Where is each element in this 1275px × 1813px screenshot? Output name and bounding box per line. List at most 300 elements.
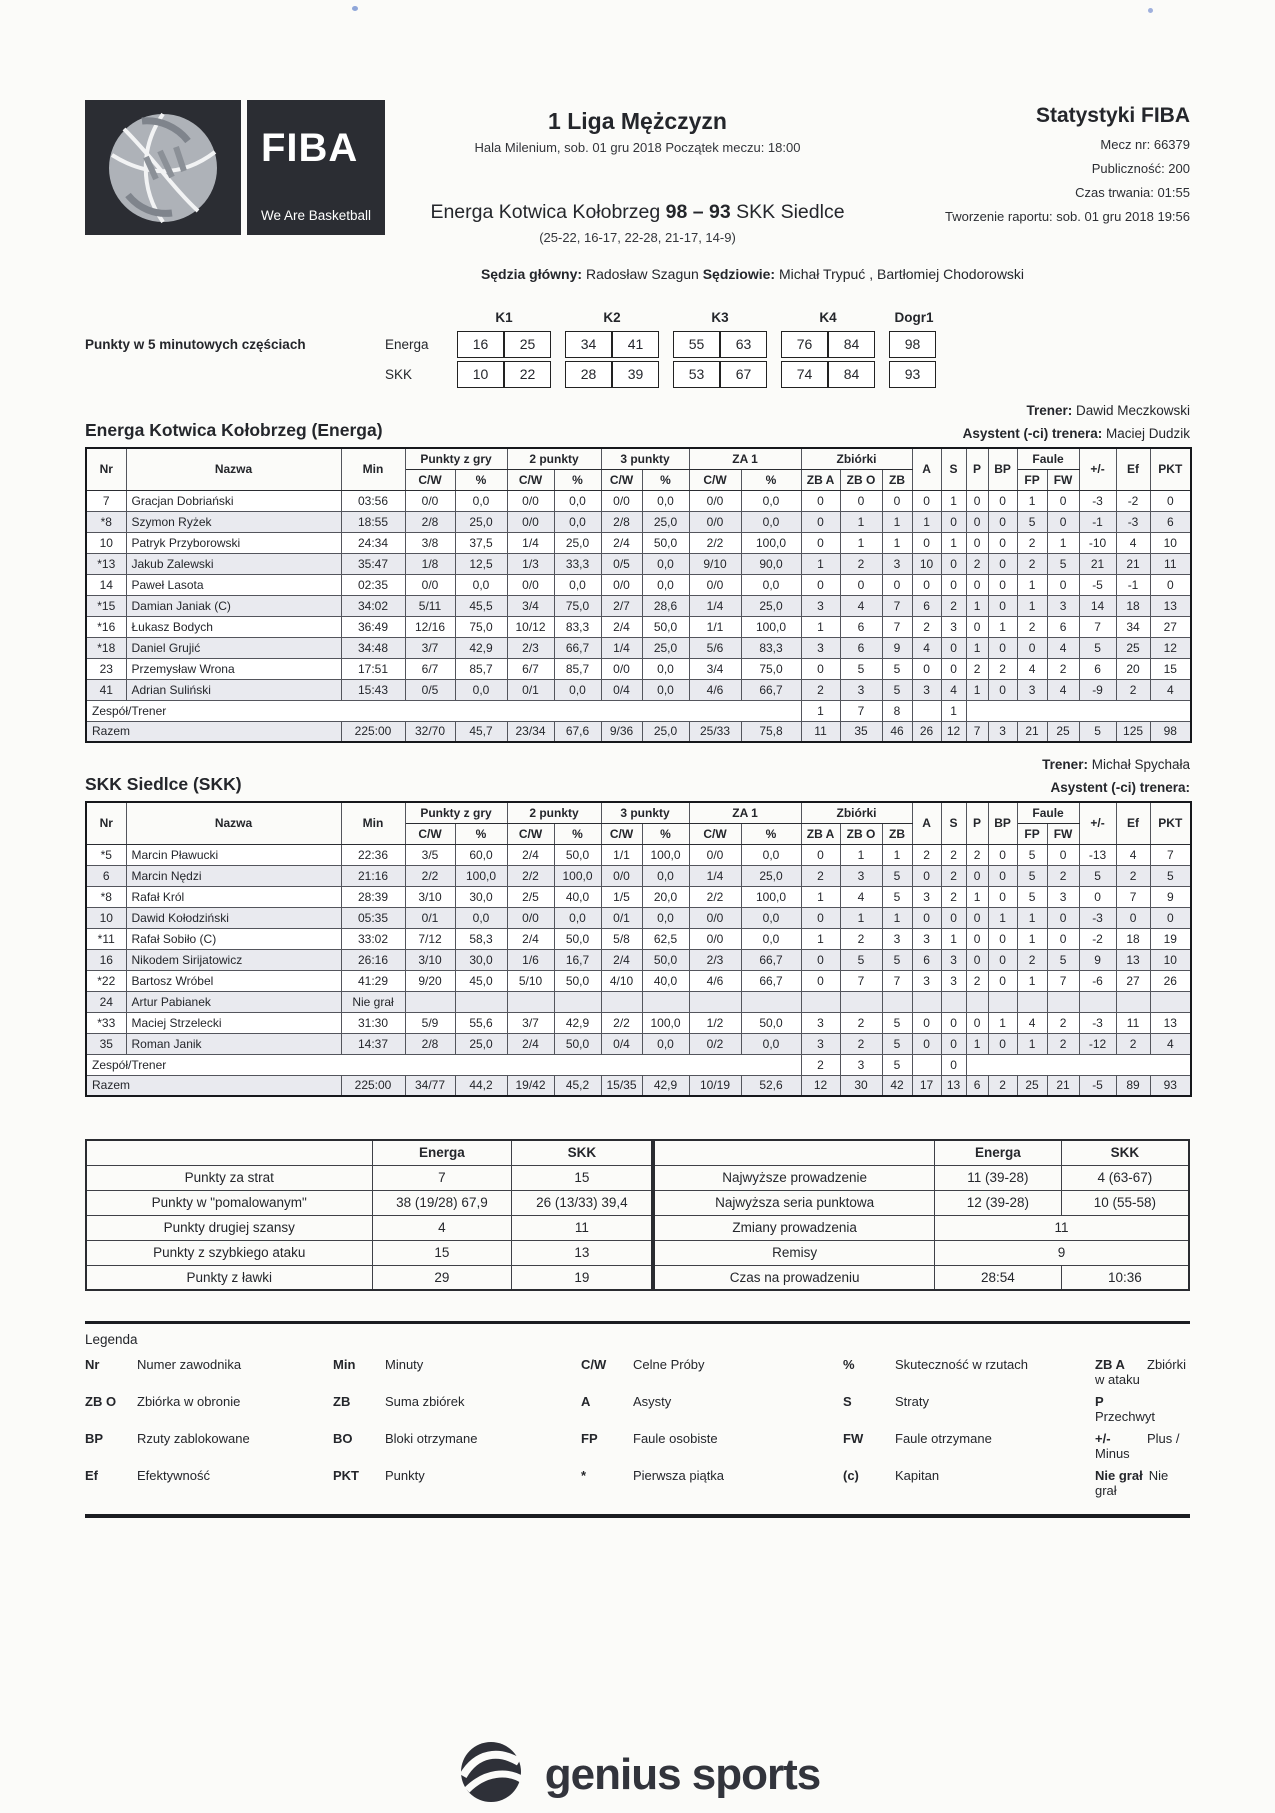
stat-cell: 0	[1047, 574, 1079, 595]
legend-definition: Kapitan	[895, 1468, 940, 1483]
stat-cell: 2	[912, 616, 941, 637]
stat-cell	[1079, 991, 1116, 1012]
stat-cell: 0/0	[405, 574, 455, 595]
stat-cell: 30	[840, 1075, 882, 1096]
summary-col-header: Energa	[934, 1140, 1061, 1165]
stat-cell: 34/77	[405, 1075, 455, 1096]
stat-cell: 4	[840, 595, 882, 616]
quarter-score-value: 53	[673, 361, 720, 388]
stat-cell: 2	[1116, 679, 1150, 700]
stat-cell: 2	[840, 553, 882, 574]
col-header: 3 punkty	[601, 802, 689, 823]
final-score: 98 – 93	[665, 201, 731, 223]
stat-cell: 7	[840, 700, 882, 721]
stat-cell	[1116, 991, 1150, 1012]
stat-cell: 18	[1116, 928, 1150, 949]
legend-definition: Suma zbiórek	[385, 1394, 465, 1409]
stat-cell: 0	[988, 574, 1017, 595]
player-name: Dawid Kołodziński	[126, 907, 341, 928]
stat-cell: 1	[882, 511, 912, 532]
stat-cell: 0	[966, 928, 988, 949]
stat-cell: 5	[1017, 844, 1047, 865]
stat-cell: 45,0	[455, 970, 507, 991]
player-name: Przemysław Wrona	[126, 658, 341, 679]
legend-entry	[581, 1468, 843, 1498]
stat-cell: 1	[1017, 574, 1047, 595]
legend-term: ZB	[333, 1394, 351, 1409]
col-subheader: C/W	[601, 469, 642, 490]
stat-cell: 0	[966, 511, 988, 532]
stat-cell: 7	[840, 970, 882, 991]
legend-entry	[333, 1394, 581, 1424]
stat-cell: 21	[1116, 553, 1150, 574]
stat-cell: 1/1	[689, 616, 741, 637]
stat-cell: 2	[801, 1054, 840, 1075]
col-header: Ef	[1116, 448, 1150, 490]
totals-label: Razem	[86, 721, 341, 742]
stat-cell: 2/8	[405, 1033, 455, 1054]
summary-value: 4 (63-67)	[1061, 1165, 1189, 1190]
stat-cell: 0	[912, 865, 941, 886]
quarter-score-value: 22	[504, 361, 551, 388]
quarter-score-value: 10	[457, 361, 504, 388]
col-subheader: C/W	[507, 823, 554, 844]
stat-cell: 9	[1150, 886, 1191, 907]
stat-cell: 0,0	[554, 511, 601, 532]
stat-cell: 1	[988, 616, 1017, 637]
stat-cell: -9	[1079, 679, 1116, 700]
col-header: Ef	[1116, 802, 1150, 844]
stat-cell: 2	[801, 679, 840, 700]
stat-cell: 0/0	[689, 490, 741, 511]
stat-cell: 2	[840, 928, 882, 949]
stat-cell: *16	[86, 616, 126, 637]
stat-cell: 0	[1047, 844, 1079, 865]
officials-line	[315, 266, 1190, 282]
player-row	[86, 844, 1191, 865]
stat-cell: 4	[912, 637, 941, 658]
stat-cell: 1/6	[507, 949, 554, 970]
legend-term: (c)	[843, 1468, 859, 1483]
stat-cell: 2	[1047, 865, 1079, 886]
stat-cell: 22:36	[341, 844, 405, 865]
stat-cell: 1	[840, 907, 882, 928]
stat-cell: 75,0	[554, 595, 601, 616]
quarter-score-value: 63	[720, 331, 767, 358]
col-header: Zbiórki	[801, 448, 912, 469]
stat-cell: 0	[941, 1033, 966, 1054]
stat-cell: 125	[1116, 721, 1150, 742]
assistant-label: Asystent (-ci) trenera:	[962, 426, 1106, 441]
legend-definition: Numer zawodnika	[137, 1357, 242, 1372]
stat-cell: 4	[1150, 679, 1191, 700]
stat-cell: 1	[912, 511, 941, 532]
stat-cell: 3	[988, 721, 1017, 742]
quarter-score-group	[673, 361, 767, 388]
stat-cell: 0/0	[405, 490, 455, 511]
stat-cell: 34	[1116, 616, 1150, 637]
legend-title: Legenda	[85, 1332, 138, 1347]
stat-cell: -3	[1116, 511, 1150, 532]
summary-value: 11	[512, 1215, 653, 1240]
quarter-score-group	[457, 331, 551, 358]
stat-cell: 42	[882, 1075, 912, 1096]
stat-cell: 50,0	[642, 949, 689, 970]
quarter-score-value: 74	[781, 361, 828, 388]
stat-cell: 16,7	[554, 949, 601, 970]
stat-cell: 5	[882, 1012, 912, 1033]
player-row	[86, 991, 1191, 1012]
energa-stat-table	[85, 447, 1192, 743]
stat-cell	[405, 991, 455, 1012]
stat-cell: 3	[840, 865, 882, 886]
assistant-name: Maciej Dudzik	[1105, 426, 1190, 441]
stat-cell: 0	[941, 574, 966, 595]
stat-cell	[1150, 991, 1191, 1012]
stat-cell	[966, 700, 1191, 721]
player-row	[86, 490, 1191, 511]
stat-cell: 83,3	[741, 637, 801, 658]
stat-cell: 3	[801, 637, 840, 658]
stat-cell: 14	[1079, 595, 1116, 616]
quarter-score-value: 34	[565, 331, 612, 358]
stat-cell: 4	[1017, 1012, 1047, 1033]
stat-cell: 0,0	[455, 574, 507, 595]
stat-cell: 1	[988, 907, 1017, 928]
quarter-score-value: 84	[828, 361, 875, 388]
stat-cell: 0,0	[554, 907, 601, 928]
legend-entry	[333, 1431, 581, 1461]
stat-cell	[741, 991, 801, 1012]
col-subheader: %	[455, 823, 507, 844]
legend-definition: Zbiórka w obronie	[137, 1394, 241, 1409]
summary-table-right	[653, 1139, 1190, 1291]
col-header: ZA 1	[689, 448, 801, 469]
stat-cell: 3	[801, 1033, 840, 1054]
stat-cell: 3/10	[405, 886, 455, 907]
legend-entry	[843, 1394, 1095, 1424]
stat-cell: 41:29	[341, 970, 405, 991]
stat-cell: 3/4	[689, 658, 741, 679]
stat-cell: 6/7	[507, 658, 554, 679]
stat-cell: 5	[1017, 886, 1047, 907]
stat-cell: 1	[966, 595, 988, 616]
assistant-line	[1050, 780, 1190, 795]
legend-definition: Punkty	[385, 1468, 425, 1483]
stat-cell: 60,0	[455, 844, 507, 865]
summary-value: 15	[512, 1165, 653, 1190]
period-label: Dogr1	[894, 310, 934, 325]
quarter-score-group	[565, 331, 659, 358]
stat-cell: 0/0	[507, 907, 554, 928]
stat-cell: 66,7	[741, 970, 801, 991]
stat-cell: 15:43	[341, 679, 405, 700]
stat-cell: 0,0	[642, 679, 689, 700]
genius-sports-icon	[455, 1736, 527, 1813]
stat-cell: 5	[840, 658, 882, 679]
col-subheader: C/W	[689, 469, 741, 490]
stat-cell: 0,0	[741, 928, 801, 949]
stat-cell: 1	[882, 907, 912, 928]
stat-cell: 25,0	[642, 637, 689, 658]
stat-cell: 2/3	[507, 637, 554, 658]
stat-cell: *33	[86, 1012, 126, 1033]
stat-cell: 5	[1150, 865, 1191, 886]
stat-cell: 100,0	[455, 865, 507, 886]
summary-corner-cell	[654, 1140, 934, 1165]
coach-line	[85, 403, 1190, 418]
stat-cell: 20	[1116, 658, 1150, 679]
stat-cell: 67,6	[554, 721, 601, 742]
legend-definition: Faule otrzymane	[895, 1431, 992, 1446]
player-row	[86, 658, 1191, 679]
summary-row-label: Czas na prowadzeniu	[654, 1265, 934, 1290]
quarter-score-row	[85, 329, 1190, 359]
col-header: PKT	[1150, 448, 1191, 490]
stat-cell: 21	[1017, 721, 1047, 742]
stat-cell: 6	[840, 616, 882, 637]
stat-cell: 2	[988, 1075, 1017, 1096]
stat-cell: 0	[912, 907, 941, 928]
stat-cell: -1	[1116, 574, 1150, 595]
stat-cell: 100,0	[741, 532, 801, 553]
col-subheader: C/W	[601, 823, 642, 844]
assistant-line	[963, 426, 1190, 441]
stat-cell	[455, 991, 507, 1012]
coach-line	[85, 757, 1190, 772]
player-row	[86, 907, 1191, 928]
stat-cell: 1	[801, 553, 840, 574]
stat-cell: 25,0	[554, 532, 601, 553]
stat-cell: 44,2	[455, 1075, 507, 1096]
stat-cell: 2	[966, 658, 988, 679]
col-header: +/-	[1079, 448, 1116, 490]
legend-definition: Bloki otrzymane	[385, 1431, 478, 1446]
stat-cell: 1/8	[405, 553, 455, 574]
col-header: 2 punkty	[507, 802, 601, 823]
stat-cell: 24:34	[341, 532, 405, 553]
stat-cell: 0/0	[601, 865, 642, 886]
summary-row-label: Punkty za strat	[86, 1165, 372, 1190]
quarter-score-value: 76	[781, 331, 828, 358]
col-subheader: ZB O	[840, 823, 882, 844]
coach-name: Michał Spychała	[1091, 757, 1190, 772]
main-referee-label: Sędzia główny:	[480, 266, 583, 282]
legend-term: ZB O	[85, 1394, 117, 1409]
summary-table-left	[85, 1139, 653, 1291]
stat-cell: 7	[1079, 616, 1116, 637]
stat-cell: 85,7	[455, 658, 507, 679]
stat-cell: 2	[966, 553, 988, 574]
stat-cell: 3	[882, 928, 912, 949]
stat-cell	[966, 1054, 1191, 1075]
stat-cell: 34:02	[341, 595, 405, 616]
coach-name: Dawid Meczkowski	[1075, 403, 1190, 418]
stat-cell	[507, 991, 554, 1012]
stat-cell: 0	[988, 595, 1017, 616]
col-header: Nr	[86, 448, 126, 490]
quarter-score-group	[673, 331, 767, 358]
stat-cell: 2	[1047, 658, 1079, 679]
stat-cell: 0	[882, 574, 912, 595]
stat-cell: 0	[1047, 928, 1079, 949]
stat-cell: 3	[1047, 595, 1079, 616]
summary-row-item	[86, 1215, 652, 1240]
quarter-partials: (25-22, 16-17, 22-28, 21-17, 14-9)	[539, 230, 736, 245]
legend-entry	[581, 1394, 843, 1424]
stat-cell: 0	[912, 1033, 941, 1054]
player-row	[86, 595, 1191, 616]
stat-cell: *8	[86, 511, 126, 532]
summary-row-item	[654, 1215, 1189, 1240]
legend-definition: Plus / Minus	[1095, 1431, 1180, 1461]
stat-cell: 28,6	[642, 595, 689, 616]
stat-cell	[554, 991, 601, 1012]
stat-cell: 0	[882, 490, 912, 511]
stat-cell: 1	[941, 490, 966, 511]
stat-cell: 02:35	[341, 574, 405, 595]
legend-entry	[1095, 1468, 1190, 1498]
stat-cell: 0/0	[689, 928, 741, 949]
stat-cell: 1/5	[601, 886, 642, 907]
col-header: A	[912, 448, 941, 490]
quarter-score-group	[457, 361, 551, 388]
player-name: Gracjan Dobriański	[126, 490, 341, 511]
footer-brand	[85, 1736, 1190, 1813]
stat-cell: 5/6	[689, 637, 741, 658]
venue-line: Hala Milenium, sob. 01 gru 2018 Początek meczu: 18:00	[474, 140, 801, 155]
stat-cell: 0/0	[507, 574, 554, 595]
summary-value: 9	[934, 1240, 1189, 1265]
stat-cell: 2/5	[507, 886, 554, 907]
stat-cell: 3	[912, 886, 941, 907]
stat-cell: 12	[1150, 637, 1191, 658]
col-header: BP	[988, 802, 1017, 844]
fiba-wordmark	[247, 100, 385, 235]
stat-cell: 05:35	[341, 907, 405, 928]
stat-cell: 40,0	[554, 886, 601, 907]
quarter-score-value: 84	[828, 331, 875, 358]
player-name: Damian Janiak (C)	[126, 595, 341, 616]
legend-definition: Celne Próby	[633, 1357, 705, 1372]
player-row	[86, 886, 1191, 907]
stat-cell: 0	[988, 532, 1017, 553]
stat-cell: 25	[1017, 1075, 1047, 1096]
stat-cell: 100,0	[554, 865, 601, 886]
stat-cell: 5	[882, 1054, 912, 1075]
stat-cell: 0	[840, 490, 882, 511]
stat-cell: 225:00	[341, 1075, 405, 1096]
summary-row-label: Punkty drugiej szansy	[86, 1215, 372, 1240]
stat-cell: -3	[1079, 1012, 1116, 1033]
stat-cell: 0,0	[741, 844, 801, 865]
header-meta	[890, 100, 1190, 224]
stat-cell: 1	[801, 700, 840, 721]
stat-cell: 11	[801, 721, 840, 742]
stat-cell: 2	[941, 886, 966, 907]
col-header: PKT	[1150, 802, 1191, 844]
stat-cell: 12/16	[405, 616, 455, 637]
stat-cell: 0	[941, 1012, 966, 1033]
stat-cell: 36:49	[341, 616, 405, 637]
stat-cell: -2	[1116, 490, 1150, 511]
stat-cell: 0/0	[507, 490, 554, 511]
stat-cell: 26:16	[341, 949, 405, 970]
stat-cell: 0	[912, 1012, 941, 1033]
period-label: K4	[819, 310, 837, 325]
quarter-score-value: 55	[673, 331, 720, 358]
legend-entry	[1095, 1431, 1190, 1461]
stat-cell: 50,0	[554, 928, 601, 949]
quarter-score-group	[565, 361, 659, 388]
stat-cell: 2	[912, 844, 941, 865]
stat-cell: 23	[86, 658, 126, 679]
stat-cell	[941, 991, 966, 1012]
player-name: Maciej Strzelecki	[126, 1012, 341, 1033]
team-row-label: Zespół/Trener	[86, 700, 801, 721]
col-subheader: FW	[1047, 469, 1079, 490]
stat-cell: 0	[801, 532, 840, 553]
stat-cell: 0	[988, 865, 1017, 886]
stat-cell: 3	[941, 616, 966, 637]
quarter-scores-label: Punkty w 5 minutowych częściach	[85, 336, 306, 352]
stat-cell: 7/12	[405, 928, 455, 949]
stat-cell: 4	[941, 679, 966, 700]
stat-cell: 5	[882, 658, 912, 679]
team-title-row	[85, 420, 1190, 441]
stat-cell: 23/34	[507, 721, 554, 742]
stat-cell: 0	[801, 949, 840, 970]
stat-cell: 1	[941, 928, 966, 949]
stat-cell: 4	[840, 886, 882, 907]
stat-cell	[1017, 991, 1047, 1012]
col-subheader: C/W	[405, 469, 455, 490]
referees-names: Michał Trypuć , Bartłomiej Chodorowski	[778, 266, 1025, 282]
team-row	[86, 700, 1191, 721]
col-subheader: FW	[1047, 823, 1079, 844]
stat-cell: 4/10	[601, 970, 642, 991]
stat-cell: 2/2	[405, 865, 455, 886]
stat-cell: -3	[1079, 490, 1116, 511]
stat-cell: 0,0	[642, 490, 689, 511]
stat-cell: 5	[1047, 949, 1079, 970]
col-subheader: ZB A	[801, 823, 840, 844]
stat-cell: 18	[1116, 595, 1150, 616]
stat-cell: 35:47	[341, 553, 405, 574]
stat-cell: 0	[801, 511, 840, 532]
stat-cell: 55,6	[455, 1012, 507, 1033]
stat-cell: 5	[882, 865, 912, 886]
coach-label: Trener:	[1026, 403, 1076, 418]
stat-cell: 1	[1017, 490, 1047, 511]
stat-cell: 0	[1047, 511, 1079, 532]
stat-cell	[912, 1054, 941, 1075]
stat-cell: 18:55	[341, 511, 405, 532]
stat-cell: 0,0	[455, 490, 507, 511]
stat-cell: *8	[86, 886, 126, 907]
stat-cell: -5	[1079, 1075, 1116, 1096]
stat-cell: 3	[1047, 886, 1079, 907]
stat-cell: 0	[966, 949, 988, 970]
stat-cell: 2	[1017, 616, 1047, 637]
stat-cell: 9/10	[689, 553, 741, 574]
col-subheader: %	[554, 469, 601, 490]
stat-cell: -13	[1079, 844, 1116, 865]
stat-cell: 0	[801, 574, 840, 595]
team-title: SKK Siedlce (SKK)	[85, 774, 242, 794]
stat-cell: 75,0	[455, 616, 507, 637]
summary-col-header: SKK	[512, 1140, 653, 1165]
